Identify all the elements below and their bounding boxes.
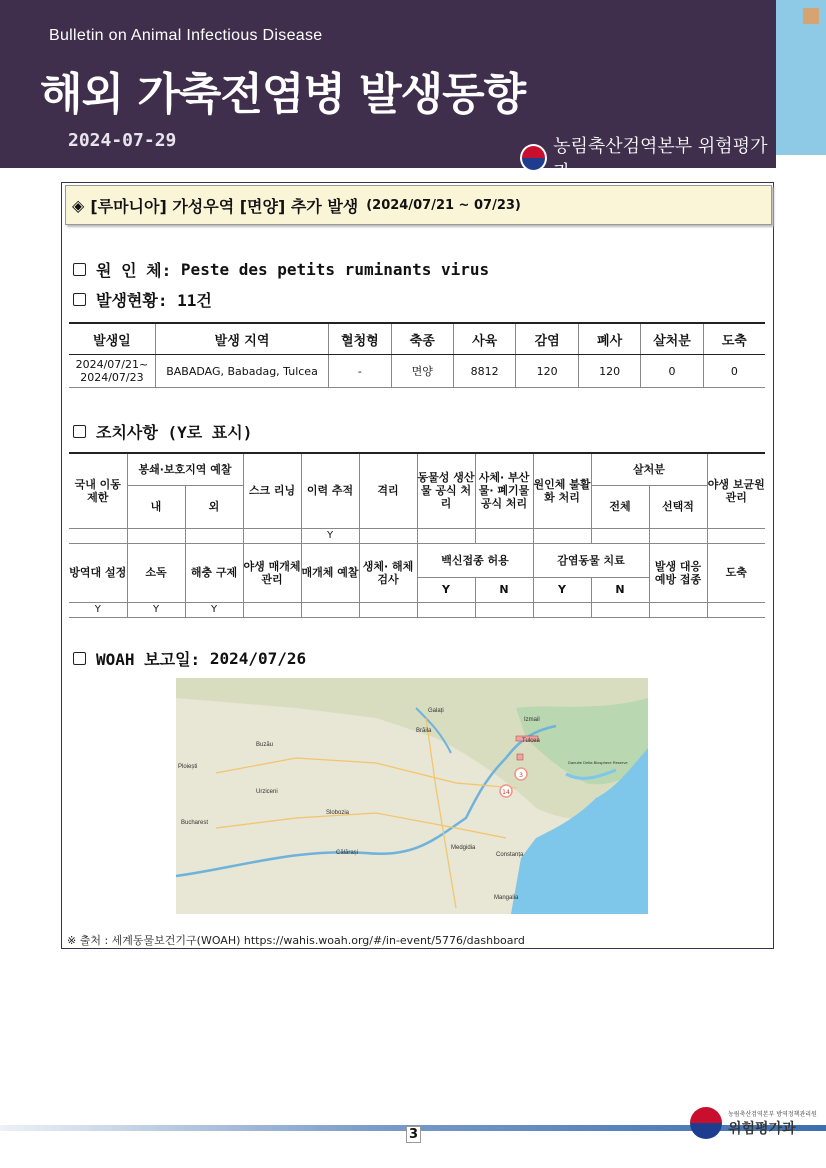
taeguk-logo-icon [690,1107,722,1139]
map-label: Izmail [524,717,540,723]
col-header: 발생 지역 [155,323,328,355]
m-domestic-movement: 국내 이동 제한 [69,453,127,528]
checkbox-square-icon [73,425,86,438]
mv-bottom [417,602,475,617]
diamond-icon: ◈ [72,195,85,215]
cell-region: BABADAG, Babadag, Tulcea [155,355,328,388]
map-label: Tulcea [522,738,540,744]
woah-date: 2024/07/26 [209,649,307,668]
m-pathogen-inactivation: 원인체 불활화 처리 [533,453,591,528]
map-label: Bucharest [181,820,209,826]
taeguk-logo-icon [520,144,547,172]
mv-bottom [243,602,301,617]
mv-bottom: Y [185,602,243,617]
source-note: ※ 출처 : 세계동물보건기구(WOAH) https://wahis.woah.org/#/in-event/5776/dashboard [67,934,525,947]
m-slaughter: 도축 [707,543,765,602]
m-zone-out: 외 [185,485,243,528]
mv-top [591,528,649,543]
m-zone-in: 내 [127,485,185,528]
m-zoning: 방역대 설정 [69,543,127,602]
m-culling: 살처분 [591,453,707,485]
m-culling-selective: 선택적 [649,485,707,528]
issue-date: 2024-07-29 [68,130,177,151]
mv-top [127,528,185,543]
m-treat-y: Y [533,577,591,602]
cell-culled: 0 [641,355,703,388]
mv-top [649,528,707,543]
m-preventive-vax: 발생 대응 예방 접종 [649,543,707,602]
pathogen-label: 원 인 체: [96,261,172,280]
map-label: Brăila [416,728,432,734]
mv-bottom [533,602,591,617]
m-screening: 스크 리닝 [243,453,301,528]
mv-bottom [359,602,417,617]
checkbox-square-icon [73,263,86,276]
m-product-disposal: 동물성 생산물 공식 처리 [417,453,475,528]
outbreak-header-row [69,323,765,355]
mv-bottom [707,602,765,617]
mv-bottom: Y [69,602,127,617]
cell-species: 면양 [391,355,453,388]
measures-line [73,420,252,443]
report-title: [루마니아] 가성우역 [면양] 추가 발생 [90,196,359,216]
outbreak-table [69,322,765,388]
table-row [69,602,765,617]
cell-raised: 8812 [453,355,516,388]
col-header: 축종 [391,323,453,355]
cell-infected: 120 [516,355,578,388]
map-marker-b: 14 [502,789,510,796]
page-number: 3 [406,1126,421,1143]
cell-slaughtered: 0 [703,355,765,388]
mv-top [417,528,475,543]
mv-bottom [301,602,359,617]
status-value: 11건 [177,291,212,310]
m-wild-vector: 야생 매개체 관리 [243,543,301,602]
col-header: 살처분 [641,323,703,355]
mv-top [69,528,127,543]
side-accent-square [803,8,819,24]
cell-date: 2024/07/21~ 2024/07/23 [69,355,155,388]
m-treat-n: N [591,577,649,602]
mv-top [185,528,243,543]
m-vector-surveillance: 매개체 예찰 [301,543,359,602]
m-culling-all: 전체 [591,485,649,528]
report-title-bar [65,185,772,225]
page-title: 해외 가축전염병 발생동향 [40,69,526,120]
col-header: 도축 [703,323,765,355]
m-treatment: 감염동물 치료 [533,543,649,577]
m-vax-n: N [475,577,533,602]
map-label: Călărași [336,850,359,856]
mv-top [243,528,301,543]
table-row [69,528,765,543]
col-header: 폐사 [578,323,640,355]
footer-logo [690,1107,817,1139]
mv-top [475,528,533,543]
checkbox-square-icon [73,652,86,665]
mv-bottom [649,602,707,617]
status-label: 발생현황: [96,291,168,310]
report-date-range: (2024/07/21 ~ 07/23) [366,197,521,213]
map-label: Galați [428,708,444,714]
m-disinfection: 소독 [127,543,185,602]
map-label: Mangalia [494,895,519,901]
map-label: Slobozia [326,810,350,816]
col-header: 혈청형 [329,323,391,355]
footer-org-big: 위험평가과 [728,1120,796,1137]
outbreak-map [176,678,648,914]
org-label [520,132,776,184]
woah-line [73,647,306,670]
pathogen-line [73,258,489,281]
cell-serotype: - [329,355,391,388]
measures-label: 조치사항 (Y로 표시) [96,423,253,442]
m-carcass-disposal: 사체· 부산물· 폐기물 공식 처리 [475,453,533,528]
mv-bottom [475,602,533,617]
m-vax-y: Y [417,577,475,602]
m-vaccination: 백신접종 허용 [417,543,533,577]
map-label: Medgidia [451,845,476,851]
m-quarantine: 격리 [359,453,417,528]
pathogen-value: Peste des petits ruminants virus [180,260,490,279]
map-label: Danube Delta Biosphere Reserve [568,760,628,765]
bulletin-subtitle: Bulletin on Animal Infectious Disease [49,27,323,44]
mv-top [359,528,417,543]
mv-top [707,528,765,543]
m-pest-control: 해충 구제 [185,543,243,602]
cell-dead: 120 [578,355,640,388]
woah-label: WOAH 보고일: [96,650,201,669]
header-banner [0,0,776,183]
m-tracing: 이력 추적 [301,453,359,528]
m-sample-test: 생체· 해체 검사 [359,543,417,602]
mv-top: Y [301,528,359,543]
status-line [73,288,212,311]
mv-top [533,528,591,543]
m-zone: 봉쇄·보호지역 예찰 [127,453,243,485]
m-wild-reservoir: 야생 보균원 관리 [707,453,765,528]
map-label: Constanța [496,852,524,858]
mv-bottom [591,602,649,617]
map-label: Urziceni [256,789,278,795]
checkbox-square-icon [73,293,86,306]
col-header: 사육 [453,323,516,355]
col-header: 감염 [516,323,578,355]
table-row [69,355,765,388]
mv-bottom: Y [127,602,185,617]
org-name: 농림축산검역본부 위험평가과 [553,136,768,183]
measures-table [69,452,765,618]
map-marker-a: 3 [519,772,523,779]
map-label: Buzău [256,742,274,748]
map-label: Ploiești [178,764,198,770]
footer-org-small: 농림축산검역본부 방역정책관리원 [728,1110,817,1118]
col-header: 발생일 [69,323,155,355]
